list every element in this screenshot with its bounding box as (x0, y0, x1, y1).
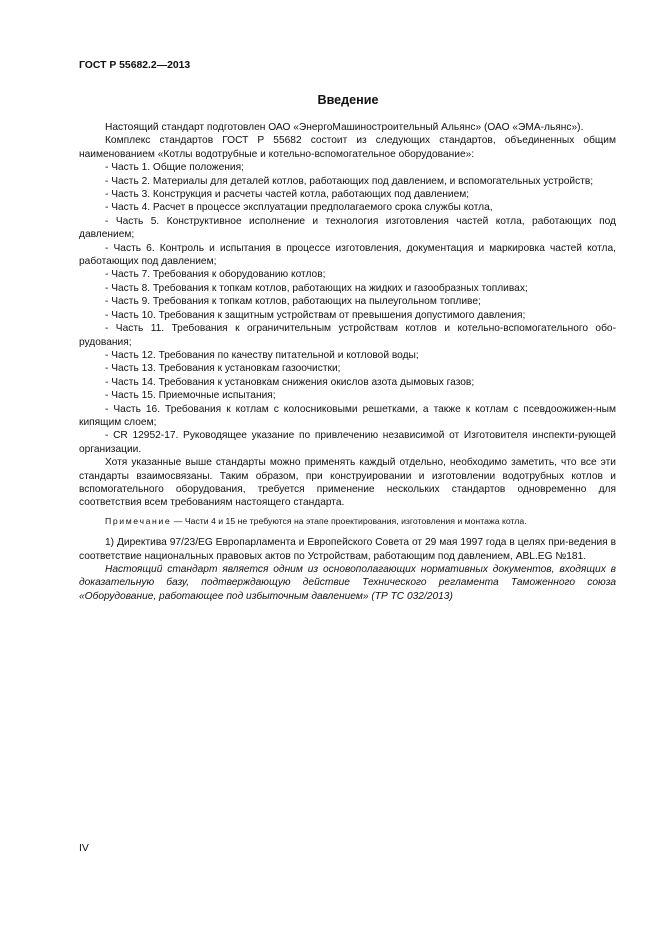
italic-paragraph: Настоящий стандарт является одним из основополагающих нормативных документов, входящих в доказательную базу, подтверждающую действие Технического регламента Таможенного союза «Оборудование, работающее под избыточным давлением» (ТР ТС 032/2013) (79, 564, 616, 602)
list-item: - Часть 2. Материалы для деталей котлов, работающих под давлением, и вспомогательных устройств; (105, 175, 594, 187)
list-item: - Часть 15. Приемочные испытания; (105, 390, 276, 402)
footnote: 1) Директива 97/23/EG Европарламента и Европейского Совета от 29 мая 1997 года в целях при-ведения в соответствие национальных правовых актов по Устройствам, работающим под давлением, ABL.EG №181. (79, 537, 616, 562)
list-item: - Часть 7. Требования к оборудованию котлов; (105, 269, 326, 281)
page-number: IV (79, 843, 89, 854)
list-item: - Часть 4. Расчет в процессе эксплуатации предполагаемого срока службы котла, (105, 202, 493, 214)
list-item: - Часть 6. Контроль и испытания в процессе изготовления, документация и маркировка частей котла, работающих под давлением; (79, 242, 616, 268)
list-item: - Часть 13. Требования к установкам газоочистки; (105, 363, 341, 375)
document-id-header: ГОСТ Р 55682.2—2013 (79, 60, 191, 71)
list-item: - Часть 14. Требования к установкам снижения окислов азота дымовых газов; (105, 376, 475, 388)
paragraph: Хотя указанные выше стандарты можно применять каждый отдельно, необходимо заметить, что все эти стандарты взаимосвязаны. Таким образом, при конструировании и изготовлении водотрубных котлов и вспомогательного оборудования, требуется применение нескольких стандартов одновременно для соответствия всем требованиям настоящего стандарта. (79, 457, 616, 509)
list-item: - CR 12952-17. Руководящее указание по привлечению независимой от Изготовителя инспекти-рующей организации. (79, 430, 616, 455)
list-item: - Часть 8. Требования к топкам котлов, работающих на жидких и газообразных топливах; (105, 282, 528, 294)
list-item: - Часть 5. Конструктивное исполнение и технология изготовления частей котла, работающих под давлением; (79, 215, 616, 241)
note (79, 515, 616, 528)
list-item: - Часть 16. Требования к котлам с колосниковыми решетками, а также к котлам с псевдоожижен-ным кипящим слоем; (79, 403, 616, 428)
list-item: - Часть 10. Требования к защитным устройствам от превышения допустимого давления; (105, 309, 526, 321)
paragraph: Настоящий стандарт подготовлен ОАО «ЭнергоМашиностроительный Альянс» (ОАО «ЭМА-льянс»). (105, 122, 584, 133)
note-label: Примечание (105, 515, 172, 526)
document-body (79, 121, 616, 603)
note-text: — Части 4 и 15 не требуются на этапе проектирования, изготовления и монтажа котла. (173, 515, 527, 526)
paragraph: Комплекс стандартов ГОСТ Р 55682 состоит из следующих стандартов, объединенных общим наименованием «Котлы водотрубные и котельно-вспомогательное оборудование»: (79, 135, 616, 160)
list-item: - Часть 3. Конструкция и расчеты частей котла, работающих под давлением; (105, 189, 470, 201)
list-item: - Часть 9. Требования к топкам котлов, работающих на пылеугольном топливе; (105, 296, 481, 308)
list-item: - Часть 1. Общие положения; (105, 162, 244, 174)
list-item: - Часть 11. Требования к ограничительным устройствам котлов и котельно-вспомогательного обо-рудования; (79, 323, 616, 348)
list-item: - Часть 12. Требования по качеству питательной и котловой воды; (105, 349, 419, 361)
section-title: Введение (317, 93, 379, 107)
